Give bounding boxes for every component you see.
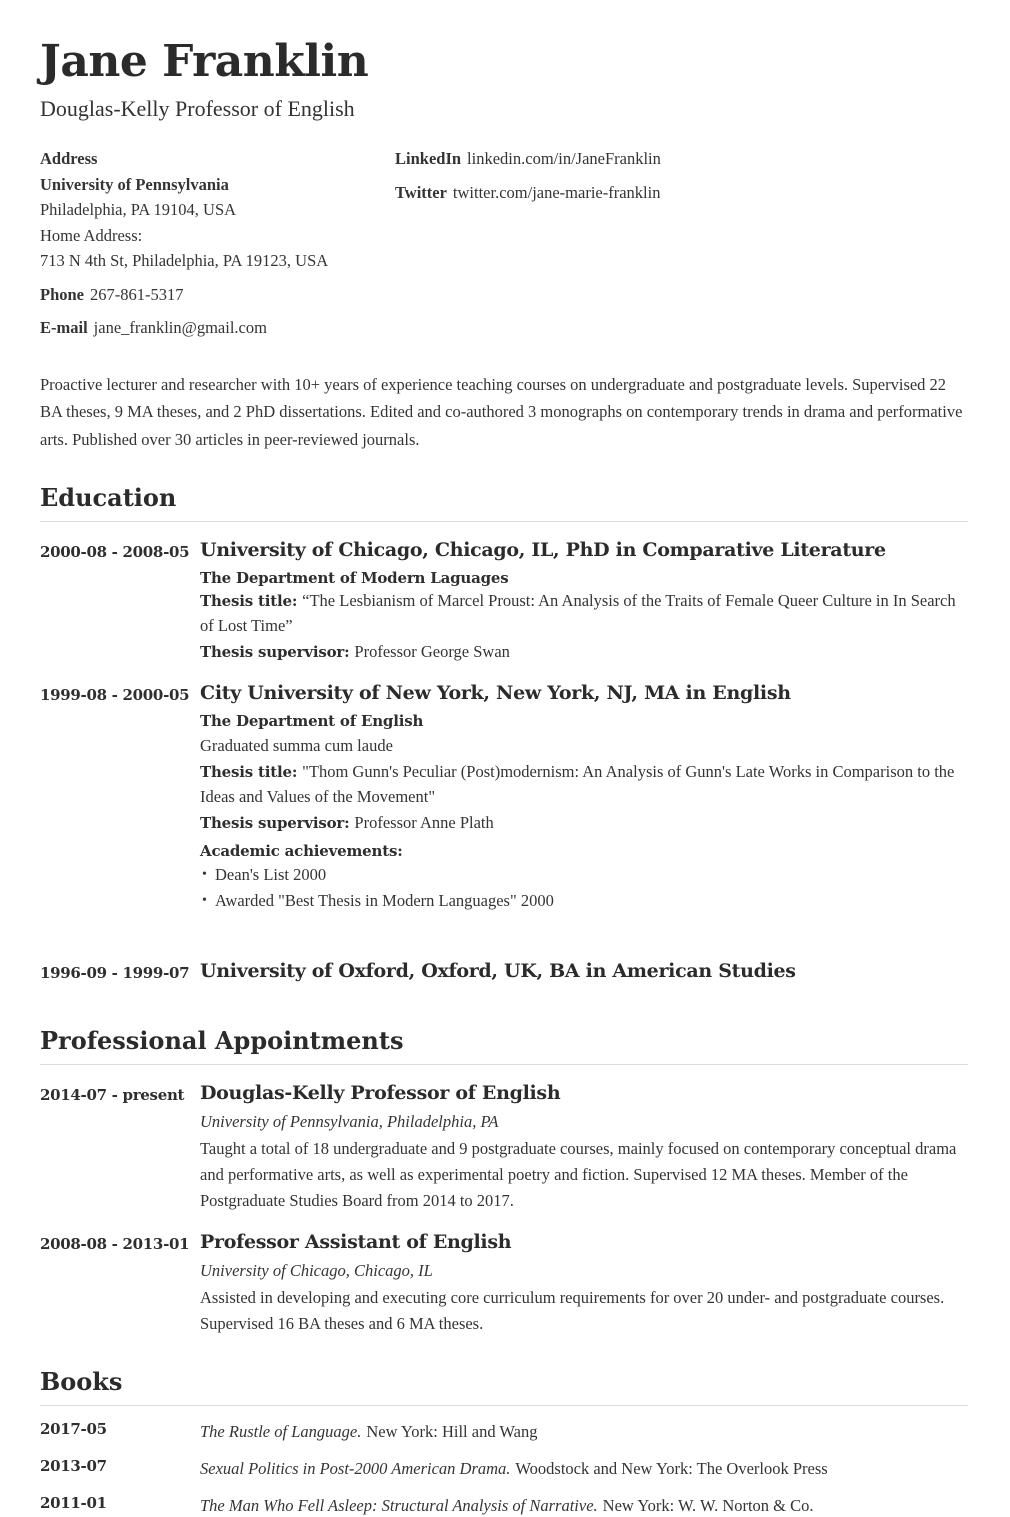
contact-right-column: [395, 146, 968, 341]
education-entry: [40, 682, 968, 914]
appointment-entry: [40, 1082, 968, 1214]
contact-left-column: [40, 146, 395, 341]
email-label: E-mail: [40, 318, 88, 338]
thesis-supervisor-line: [200, 811, 968, 836]
detail-label: Thesis title:: [200, 592, 298, 611]
book-citation: [200, 1494, 968, 1517]
entry-content: [200, 960, 968, 982]
entry-date: 1999-08 - 2000-05: [40, 685, 190, 704]
twitter-value: twitter.com/jane-marie-franklin: [452, 182, 661, 202]
thesis-supervisor-line: [200, 640, 968, 665]
entry-content: [200, 1231, 968, 1337]
book-title: The Rustle of Language.: [200, 1421, 362, 1441]
achievements-label: Academic achievements:: [200, 841, 403, 860]
entry-department: The Department of English: [200, 711, 424, 730]
page-title: Jane Franklin: [40, 36, 369, 87]
section-heading-appointments: Professional Appointments: [40, 1026, 968, 1065]
entry-title: University of Chicago, Chicago, IL, PhD in Comparative Literature: [200, 539, 886, 562]
entry-date: 1996-09 - 1999-07: [40, 963, 190, 982]
linkedin-label: LinkedIn: [395, 149, 462, 169]
entry-title: City University of New York, New York, NJ, MA in English: [200, 681, 791, 704]
entry-date: 2014-07 - present: [40, 1085, 185, 1104]
entry-content: [200, 539, 968, 665]
appointment-entry: [40, 1231, 968, 1337]
home-address-label: Home Address:: [40, 225, 143, 245]
thesis-title-line: [200, 760, 968, 809]
section-heading-education: Education: [40, 483, 968, 522]
detail-label: Thesis supervisor:: [200, 643, 350, 662]
email-value: jane_franklin@gmail.com: [93, 318, 267, 338]
entry-description: Assisted in developing and executing core curriculum requirements for over 20 under- and postgraduate courses. Supervised 16 BA theses and 6 MA theses.: [200, 1287, 945, 1333]
book-citation: [200, 1457, 968, 1480]
education-entry: [40, 960, 968, 982]
entry-organization: University of Pennsylvania, Philadelphia, PA: [200, 1111, 499, 1131]
detail-label: Thesis title:: [200, 763, 298, 782]
entry-content: [200, 682, 968, 914]
section-heading-books: Books: [40, 1367, 968, 1406]
twitter-row: [395, 180, 968, 206]
contact-section: [40, 146, 968, 341]
linkedin-value: linkedin.com/in/JaneFranklin: [467, 149, 661, 169]
entry-date: 2013-07: [40, 1456, 107, 1475]
entry-description: Taught a total of 18 undergraduate and 9 postgraduate courses, mainly focused on contemporary conceptual drama and performative arts, as well as experimental poetry and fiction. Supervised 12 MA theses. Member of the Postgraduate Studies Board from 2014 to 2017.: [200, 1138, 957, 1210]
achievements-list: [200, 862, 968, 914]
entry-title: University of Oxford, Oxford, UK, BA in American Studies: [200, 959, 796, 982]
list-item: • Awarded "Best Thesis in Modern Languages" 2000: [200, 888, 968, 914]
job-title: Douglas-Kelly Professor of English: [40, 96, 355, 122]
entry-title: Professor Assistant of English: [200, 1230, 512, 1253]
phone-label: Phone: [40, 284, 85, 304]
phone-row: [40, 282, 395, 308]
twitter-label: Twitter: [395, 182, 447, 202]
entry-date: 2000-08 - 2008-05: [40, 543, 190, 562]
book-citation: [200, 1420, 968, 1443]
book-entry: [40, 1457, 968, 1480]
linkedin-row: [395, 146, 968, 172]
education-entry: [40, 539, 968, 665]
detail-label: Thesis supervisor:: [200, 814, 350, 833]
graduation-note: Graduated summa cum laude: [200, 735, 393, 755]
book-publisher: Woodstock and New York: The Overlook Press: [515, 1458, 828, 1478]
professional-summary: Proactive lecturer and researcher with 10+ years of experience teaching courses on undergraduate and postgraduate levels. Supervised 22 BA theses, 9 MA theses, and 2 PhD dissertations. Edited and co-authored 3 monographs on contemporary trends in drama and performative arts. Published over 30 articles in peer-reviewed journals.: [40, 374, 963, 449]
detail-text: Professor George Swan: [354, 642, 510, 662]
address-label: Address: [40, 149, 98, 169]
entry-department: The Department of Modern Laguages: [200, 569, 509, 588]
entry-organization: University of Chicago, Chicago, IL: [200, 1260, 433, 1280]
phone-value: 267-861-5317: [90, 284, 184, 304]
book-entry: [40, 1420, 968, 1443]
book-publisher: New York: W. W. Norton & Co.: [602, 1495, 814, 1515]
entry-date: 2011-01: [40, 1493, 107, 1512]
detail-text: "Thom Gunn's Peculiar (Post)modernism: An Analysis of Gunn's Late Works in Comparison to the Ideas and Values of the Movement": [200, 762, 955, 806]
book-title: The Man Who Fell Asleep: Structural Analysis of Narrative.: [200, 1495, 598, 1515]
work-address-line1: University of Pennsylvania: [40, 174, 229, 194]
list-item: • Dean's List 2000: [200, 862, 968, 888]
book-publisher: New York: Hill and Wang: [366, 1421, 538, 1441]
detail-text: Professor Anne Plath: [354, 813, 494, 833]
work-address-line2: Philadelphia, PA 19104, USA: [40, 200, 237, 220]
entry-title: Douglas-Kelly Professor of English: [200, 1081, 561, 1104]
book-title: Sexual Politics in Post-2000 American Drama.: [200, 1458, 511, 1478]
thesis-title-line: [200, 589, 968, 638]
entry-date: 2008-08 - 2013-01: [40, 1234, 190, 1253]
entry-date: 2017-05: [40, 1419, 107, 1438]
detail-text: “The Lesbianism of Marcel Proust: An Analysis of the Traits of Female Queer Culture in In Search of Lost Time”: [200, 591, 956, 635]
email-row: [40, 315, 395, 341]
entry-content: [200, 1082, 968, 1214]
home-address-value: 713 N 4th St, Philadelphia, PA 19123, USA: [40, 251, 329, 271]
book-entry: [40, 1494, 968, 1517]
